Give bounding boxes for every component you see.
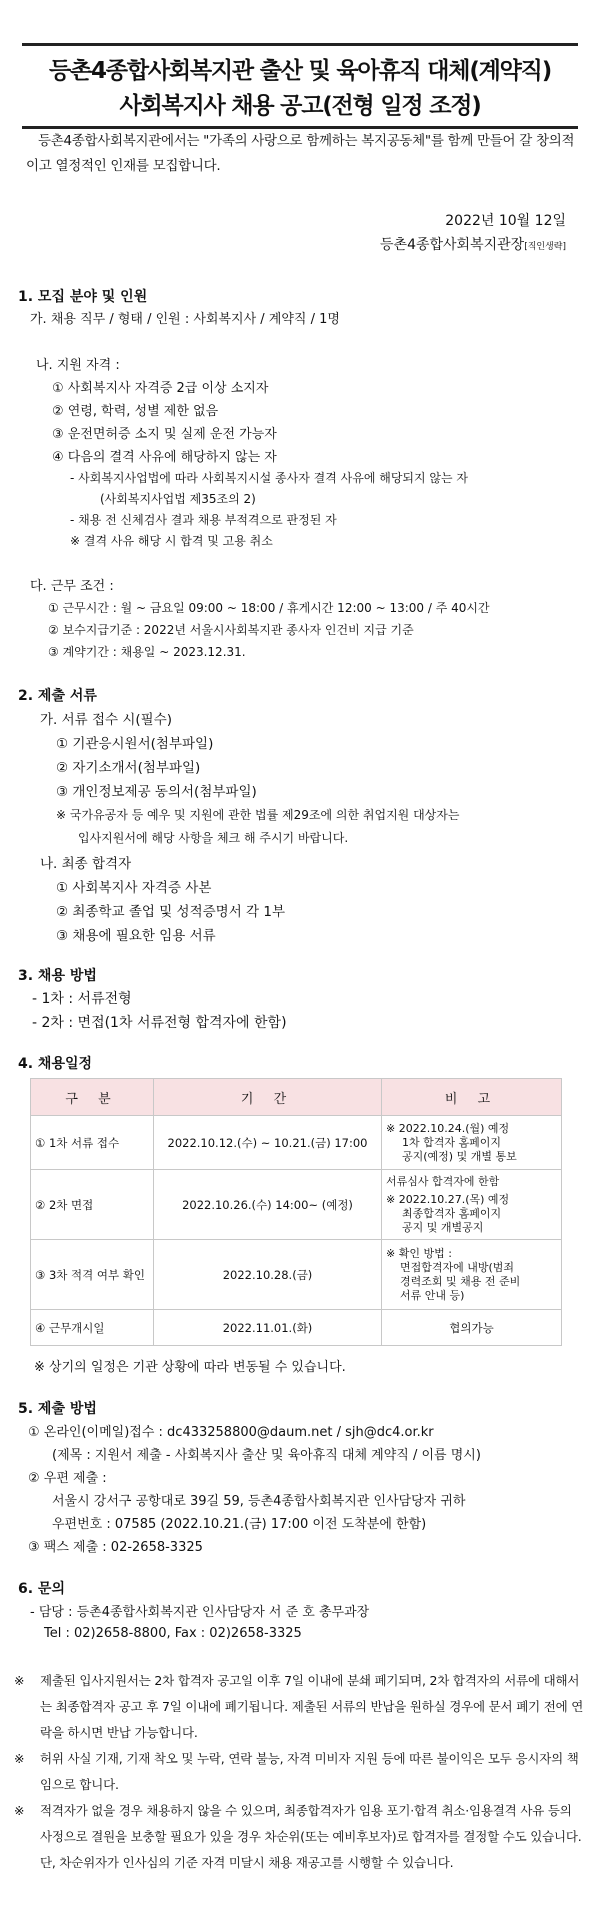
title-line-2: 사회복지사 채용 공고(전형 일정 조정) (119, 93, 481, 119)
section1-heading: 1. 모집 분야 및 인원 (18, 289, 148, 305)
schedule-footnote: ※ 상기의 일정은 기관 상황에 따라 변동될 수 있습니다. (34, 1360, 346, 1375)
row-remarks: ※ 2022.10.24.(월) 예정 1차 합격자 홈페이지 공지(예정) 및 개별 통보 (382, 1116, 562, 1170)
s2-doc-2: ② 자기소개서(첨부파일) (56, 760, 201, 776)
organization-signature (380, 234, 566, 254)
s2-final-2: ② 최종학교 졸업 및 성적증명서 각 1부 (56, 904, 286, 920)
row-remarks: ※ 확인 방법 : 면접합격자에 내방(범죄 경력조회 및 채용 전 준비 서류 안내 등) (382, 1240, 562, 1310)
row-name: ① 1차 서류 접수 (31, 1116, 154, 1170)
s2-final-label: 나. 최종 합격자 (40, 856, 132, 872)
s2-final-1: ① 사회복지사 자격증 사본 (56, 880, 212, 896)
footer-note-1: ※ 제출된 입사지원서는 2차 합격자 공고일 이후 7일 이내에 분쇄 폐기되며, 2차 합격자의 서류에 대해서는 최종합격자 공고 후 7일 이내에 폐기됩니다. 제출된 서류의 반납을 원하실 경우에 문서 폐기 전에 연락을 하시면 반납 가능합니다. (14, 1673, 584, 1740)
s3-method-2: - 2차 : 면접(1차 서류전형 합격자에 한함) (32, 1015, 287, 1031)
s1-qual-label: 나. 지원 자격 : (36, 358, 120, 373)
organization-name: 등촌4종합사회복지관장 (380, 237, 525, 253)
s1-qual-1: ① 사회복지사 자격증 2급 이상 소지자 (52, 381, 269, 396)
table-row (31, 1116, 562, 1170)
row-name: ④ 근무개시일 (31, 1310, 154, 1346)
section3-heading: 3. 채용 방법 (18, 968, 97, 984)
header-period: 기 간 (154, 1079, 382, 1116)
s1-qual-4: ④ 다음의 결격 사유에 해당하지 않는 자 (52, 450, 277, 465)
s1-qual-4c: ※ 결격 사유 해당 시 합격 및 고용 취소 (70, 534, 273, 548)
s1-work-1: ① 근무시간 : 월 ~ 금요일 09:00 ~ 18:00 / 휴게시간 12:00 ~ 13:00 / 주 40시간 (48, 601, 490, 615)
section6-heading: 6. 문의 (18, 1581, 65, 1597)
s2-note-1: ※ 국가유공자 등 예우 및 지원에 관한 법률 제29조에 의한 취업지원 대상자는 (56, 808, 460, 822)
seal-note: [직인생략] (524, 242, 566, 252)
footer-note-3: ※ 적격자가 없을 경우 채용하지 않을 수 있으며, 최종합격자가 임용 포기·합격 취소·임용결격 사유 등의 사정으로 결원을 보충할 필요가 있을 경우 차순위(또는 예비후보자)로 합격자를 결정할 수도 있습니다. 단, 차순위자가 인사심의 기준 자격 미달시 채용 재공고를 시행할 수 있습니다. (14, 1803, 582, 1870)
row-period: 2022.10.26.(수) 14:00~ (예정) (154, 1170, 382, 1240)
s2-doc-3: ③ 개인정보제공 동의서(첨부파일) (56, 784, 257, 800)
s5-email: ① 온라인(이메일)접수 : dc433258800@daum.net / sjh@dc4.or.kr (28, 1425, 434, 1440)
row-remarks: 협의가능 (382, 1310, 562, 1346)
section2-heading: 2. 제출 서류 (18, 688, 97, 704)
row-remarks: 서류심사 합격자에 한함 ※ 2022.10.27.(목) 예정 최종합격자 홈페이지 공지 및 개별공지 (382, 1170, 562, 1240)
s1-qual-4a2: (사회복지사업법 제35조의 2) (100, 492, 256, 506)
s6-contact-person: - 담당 : 등촌4종합사회복지관 인사담당자 서 준 호 총무과장 (30, 1605, 370, 1620)
s1-qual-2: ② 연령, 학력, 성별 제한 없음 (52, 404, 219, 419)
s5-fax: ③ 팩스 제출 : 02-2658-3325 (28, 1540, 203, 1555)
s2-doc-1: ① 기관응시원서(첨부파일) (56, 736, 214, 752)
section4-heading: 4. 채용일정 (18, 1056, 93, 1072)
row-period: 2022.10.28.(금) (154, 1240, 382, 1310)
footer-note-2: ※ 허위 사실 기재, 기재 착오 및 누락, 연락 불능, 자격 미비자 지원 등에 따른 불이익은 모두 응시자의 책임으로 합니다. (14, 1751, 579, 1792)
row-period: 2022.10.12.(수) ~ 10.21.(금) 17:00 (154, 1116, 382, 1170)
s2-docs-label: 가. 서류 접수 시(필수) (40, 712, 173, 728)
s2-note-2: 입사지원서에 해당 사항을 체크 해 주시기 바랍니다. (78, 831, 349, 845)
section5-heading: 5. 제출 방법 (18, 1401, 97, 1417)
s1-qual-4b: - 채용 전 신체검사 결과 채용 부적격으로 판정된 자 (70, 513, 337, 527)
table-row (31, 1170, 562, 1240)
title-box (22, 43, 578, 129)
s1-job: 가. 채용 직무 / 형태 / 인원 : 사회복지사 / 계약직 / 1명 (30, 312, 340, 327)
title-line-1: 등촌4종합사회복지관 출산 및 육아휴직 대체(계약직) (48, 58, 552, 84)
s2-final-3: ③ 채용에 필요한 임용 서류 (56, 928, 216, 944)
table-row (31, 1240, 562, 1310)
s5-email-subject: (제목 : 지원서 제출 - 사회복지사 출산 및 육아휴직 대체 계약직 / 이름 명시) (52, 1448, 481, 1463)
s1-work-2: ② 보수지급기준 : 2022년 서울시사회복지관 종사자 인건비 지급 기준 (48, 623, 414, 637)
header-remarks: 비 고 (382, 1079, 562, 1116)
notice-date: 2022년 10월 12일 (445, 213, 566, 229)
row-name: ③ 3차 적격 여부 확인 (31, 1240, 154, 1310)
s1-work-label: 다. 근무 조건 : (30, 579, 114, 594)
s5-mail-zip: 우편번호 : 07585 (2022.10.21.(금) 17:00 이전 도착분에 한함) (52, 1517, 427, 1532)
header-category: 구 분 (31, 1079, 154, 1116)
row-name: ② 2차 면접 (31, 1170, 154, 1240)
schedule-table (30, 1078, 562, 1346)
s6-contact-phone: Tel : 02)2658-8800, Fax : 02)2658-3325 (44, 1626, 302, 1641)
intro-paragraph: 등촌4종합사회복지관에서는 "가족의 사랑으로 함께하는 복지공동체"를 함께 만들어 갈 창의적이고 열정적인 인재를 모집합니다. (26, 133, 575, 174)
schedule-header-row (31, 1079, 562, 1116)
s5-mail-address: 서울시 강서구 공항대로 39길 59, 등촌4종합사회복지관 인사담당자 귀하 (52, 1494, 466, 1509)
s5-mail: ② 우편 제출 : (28, 1471, 107, 1486)
s1-qual-3: ③ 운전면허증 소지 및 실제 운전 가능자 (52, 427, 277, 442)
s1-qual-4a: - 사회복지사업법에 따라 사회복지시설 종사자 결격 사유에 해당되지 않는 자 (70, 471, 469, 485)
s1-work-3: ③ 계약기간 : 채용일 ~ 2023.12.31. (48, 645, 246, 659)
table-row (31, 1310, 562, 1346)
s3-method-1: - 1차 : 서류전형 (32, 991, 132, 1007)
row-period: 2022.11.01.(화) (154, 1310, 382, 1346)
